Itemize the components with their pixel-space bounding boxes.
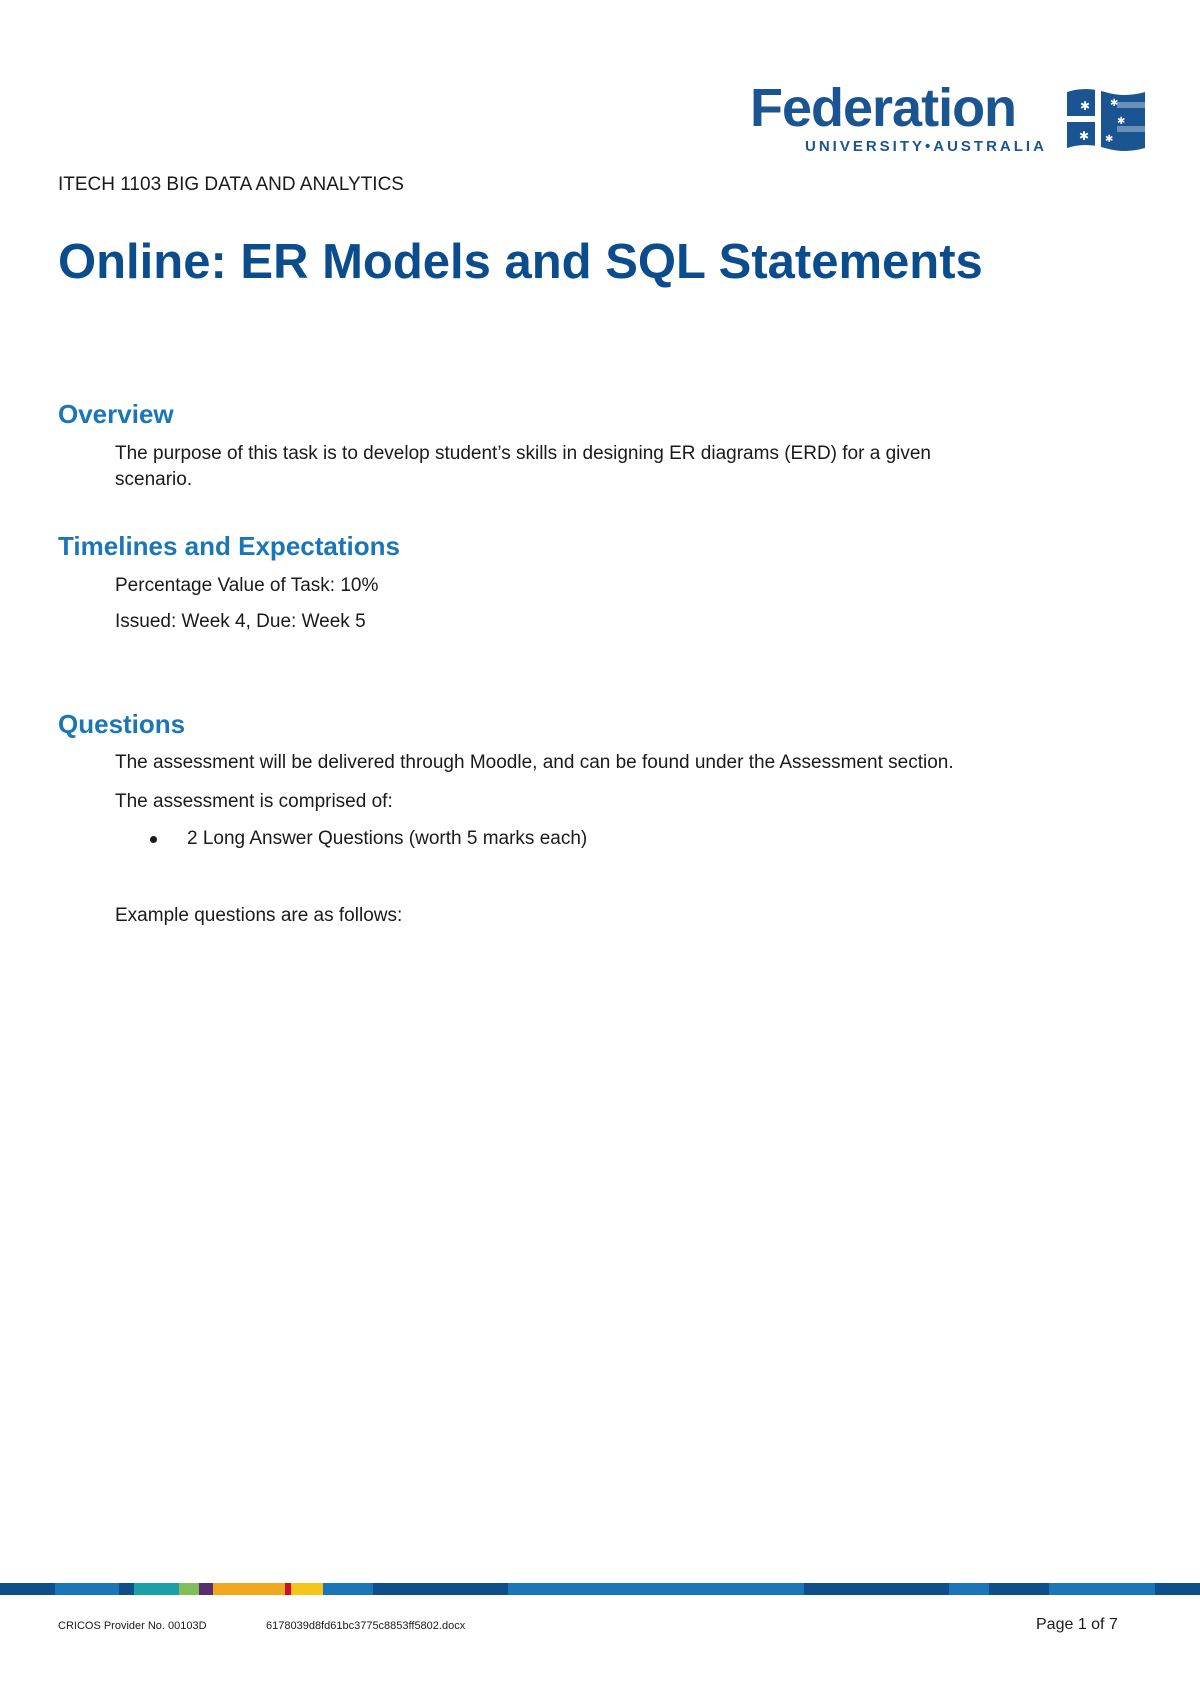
band-segment [119,1583,134,1595]
band-segment [0,1583,55,1595]
delivery-text: The assessment will be delivered through Moodle, and can be found under the Assessment section. [115,752,954,773]
svg-text:✱: ✱ [1110,98,1119,109]
logo-subtitle: UNIVERSITY•AUSTRALIA [805,138,1047,155]
examples-text: Example questions are as follows: [115,905,403,926]
svg-text:✱: ✱ [1117,116,1126,127]
bullet-icon [150,836,157,843]
logo-wordmark: Federation [750,78,1017,138]
comprised-text: The assessment is comprised of: [115,791,393,812]
svg-text:✱: ✱ [1080,99,1091,113]
university-logo [750,78,1150,158]
overview-line-2: scenario. [115,469,193,490]
page-number: Page 1 of 7 [1036,1616,1118,1633]
footer-color-band [0,1583,1200,1595]
band-segment [323,1583,373,1595]
heading-timelines: Timelines and Expectations [58,531,400,561]
band-segment [134,1583,179,1595]
unit-code: ITECH 1103 BIG DATA AND ANALYTICS [58,174,404,195]
heading-questions: Questions [58,709,186,739]
band-segment [989,1583,1049,1595]
svg-text:✱: ✱ [1079,129,1090,143]
file-name: 6178039d8fd61bc3775c8853ff5802.docx [266,1620,466,1632]
band-segment [213,1583,285,1595]
band-segment [508,1583,804,1595]
heading-overview: Overview [58,399,174,429]
band-segment [55,1583,119,1595]
percentage-value: Percentage Value of Task: 10% [115,575,379,596]
issued-due: Issued: Week 4, Due: Week 5 [115,611,366,632]
southern-cross-flag-icon [1065,86,1147,154]
band-segment [373,1583,508,1595]
band-segment [949,1583,989,1595]
overview-line-1: The purpose of this task is to develop student’s skills in designing ER diagrams (ERD) for a given [115,443,931,464]
band-segment [1049,1583,1155,1595]
band-segment [199,1583,213,1595]
band-segment [804,1583,949,1595]
svg-text:✱: ✱ [1105,134,1114,145]
band-segment [179,1583,199,1595]
band-segment [291,1583,323,1595]
band-segment [1155,1583,1200,1595]
page-title: Online: ER Models and SQL Statements [58,235,983,289]
cricos-provider: CRICOS Provider No. 00103D [58,1620,207,1632]
list-item-text: 2 Long Answer Questions (worth 5 marks each) [187,828,588,849]
